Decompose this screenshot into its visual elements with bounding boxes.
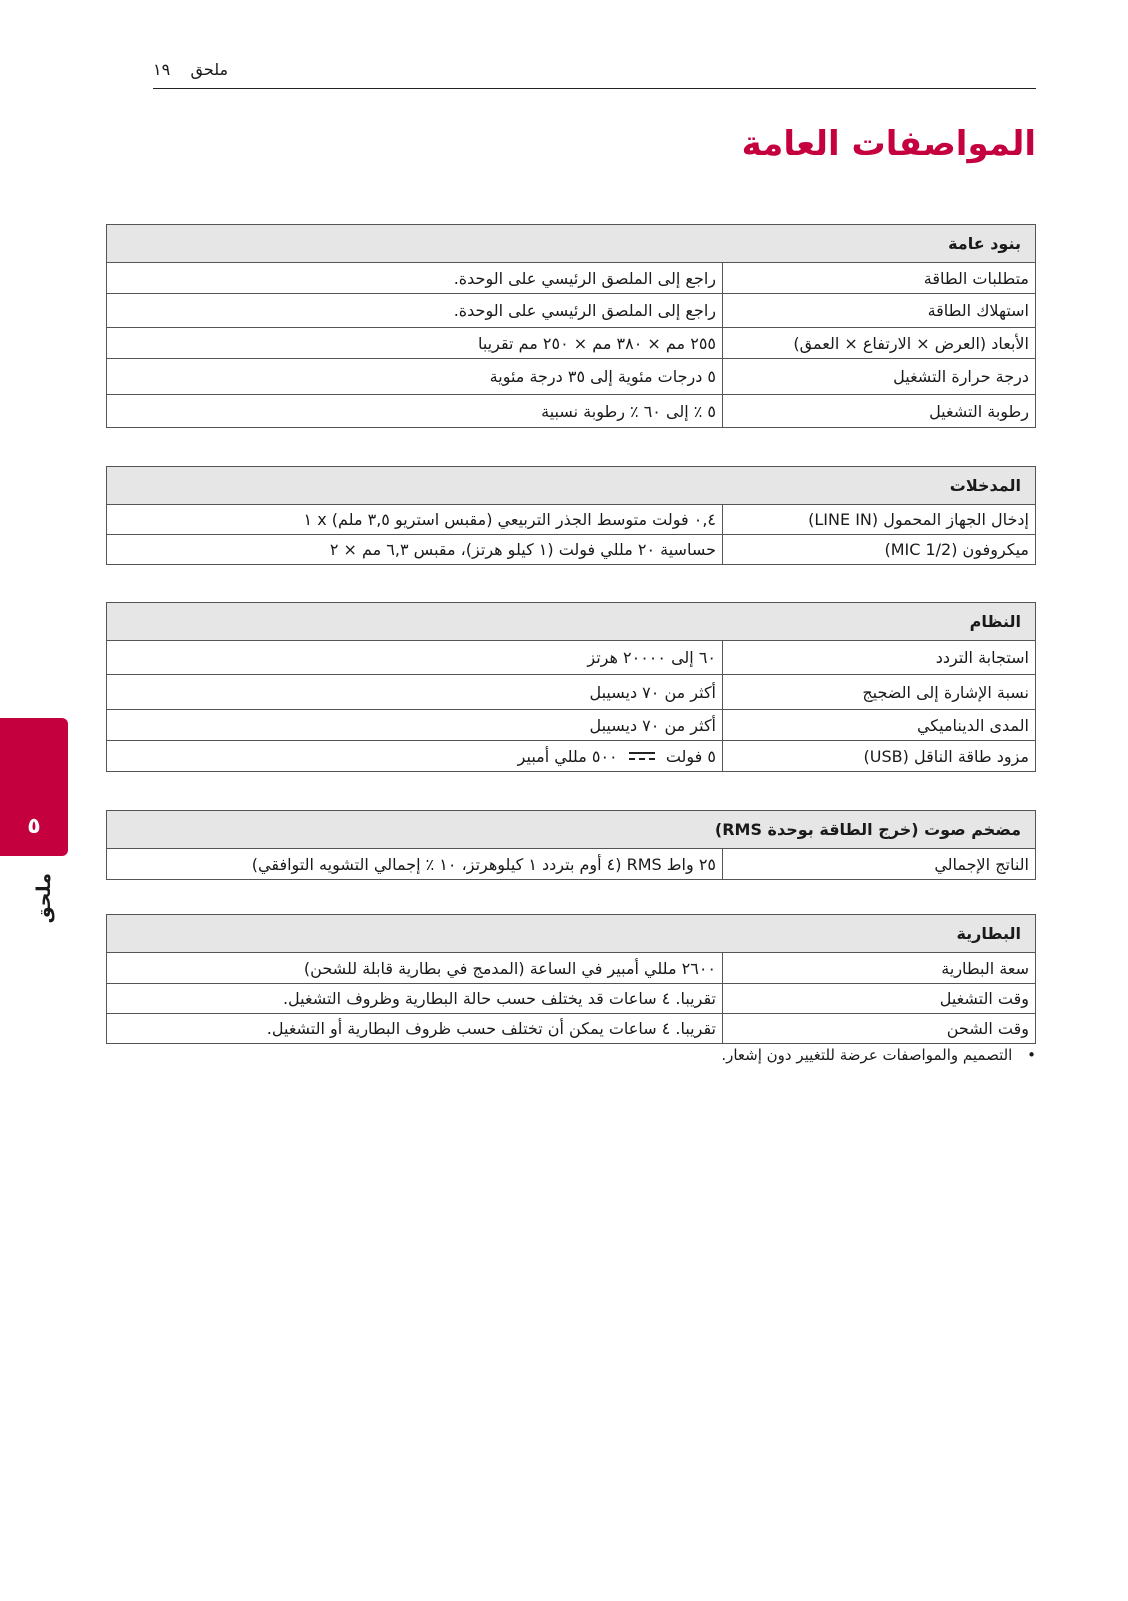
table-row <box>107 741 1036 772</box>
table-row <box>107 641 1036 675</box>
page-title: المواصفات العامة <box>741 124 1036 164</box>
spec-value <box>107 741 723 772</box>
spec-value: ٢٥ واط RMS (٤ أوم بتردد ١ كيلوهرتز، ١٠ ٪ إجمالي التشويه التوافقي) <box>107 849 723 880</box>
spec-key: استجابة التردد <box>723 641 1036 675</box>
spec-key: مزود طاقة الناقل (USB) <box>723 741 1036 772</box>
spec-key: رطوبة التشغيل <box>723 395 1036 428</box>
spec-key: وقت التشغيل <box>723 984 1036 1014</box>
section-title: مضخم صوت (خرج الطاقة بوحدة RMS) <box>107 811 1036 849</box>
amp-spec-table <box>106 810 1036 880</box>
table-row <box>107 849 1036 880</box>
spec-key: إدخال الجهاز المحمول (LINE IN) <box>723 505 1036 535</box>
header-page-number: ١٩ <box>153 60 171 79</box>
table-row <box>107 535 1036 565</box>
table-row <box>107 710 1036 741</box>
spec-value: راجع إلى الملصق الرئيسي على الوحدة. <box>107 294 723 328</box>
footnote <box>721 1046 1036 1064</box>
spec-value: أكثر من ٧٠ ديسيبل <box>107 710 723 741</box>
header-section: ملحق <box>190 60 229 79</box>
table-row <box>107 395 1036 428</box>
spec-key: استهلاك الطاقة <box>723 294 1036 328</box>
bullet-icon: • <box>1027 1046 1036 1064</box>
inputs-spec-table <box>106 466 1036 565</box>
spec-value: ٦٠ إلى ٢٠٠٠٠ هرتز <box>107 641 723 675</box>
chapter-label: ملحق <box>33 873 55 924</box>
spec-value: راجع إلى الملصق الرئيسي على الوحدة. <box>107 263 723 294</box>
spec-value: ٥ درجات مئوية إلى ٣٥ درجة مئوية <box>107 359 723 395</box>
header-section-page <box>153 60 228 79</box>
section-title: البطارية <box>107 915 1036 953</box>
general-spec-table <box>106 224 1036 428</box>
page-header <box>153 52 1036 89</box>
spec-value: تقريبا. ٤ ساعات يمكن أن تختلف حسب ظروف البطارية أو التشغيل. <box>107 1014 723 1044</box>
spec-key: سعة البطارية <box>723 953 1036 984</box>
table-row <box>107 984 1036 1014</box>
section-header <box>107 467 1036 505</box>
section-header <box>107 603 1036 641</box>
table-row <box>107 328 1036 359</box>
spec-value: ٥ ٪ إلى ٦٠ ٪ رطوبة نسبية <box>107 395 723 428</box>
section-header <box>107 225 1036 263</box>
section-title: المدخلات <box>107 467 1036 505</box>
spec-key: نسبة الإشارة إلى الضجيج <box>723 675 1036 710</box>
footnote-text: التصميم والمواصفات عرضة للتغيير دون إشعار. <box>721 1046 1013 1064</box>
chapter-tab <box>0 718 68 856</box>
spec-key: المدى الديناميكي <box>723 710 1036 741</box>
dc-symbol-icon <box>629 752 655 762</box>
battery-spec-table <box>106 914 1036 1044</box>
section-title: بنود عامة <box>107 225 1036 263</box>
usb-voltage: ٥ فولت <box>665 746 716 766</box>
chapter-number: ٥ <box>27 814 41 839</box>
spec-value: أكثر من ٧٠ ديسيبل <box>107 675 723 710</box>
spec-value: حساسية ٢٠ مللي فولت (١ كيلو هرتز)، مقبس ٦,٣ مم × ٢ <box>107 535 723 565</box>
section-header <box>107 915 1036 953</box>
spec-value: ٠,٤ فولت متوسط الجذر التربيعي (مقبس استريو ٣,٥ ملم) x ١ <box>107 505 723 535</box>
table-row <box>107 675 1036 710</box>
spec-key: متطلبات الطاقة <box>723 263 1036 294</box>
spec-value: ٢٥٥ مم × ٣٨٠ مم × ٢٥٠ مم تقريبا <box>107 328 723 359</box>
spec-value: ٢٦٠٠ مللي أمبير في الساعة (المدمج في بطارية قابلة للشحن) <box>107 953 723 984</box>
system-spec-table <box>106 602 1036 772</box>
spec-key: الناتج الإجمالي <box>723 849 1036 880</box>
table-row <box>107 359 1036 395</box>
table-row <box>107 263 1036 294</box>
spec-value: تقريبا. ٤ ساعات قد يختلف حسب حالة البطارية وظروف التشغيل. <box>107 984 723 1014</box>
spec-key: وقت الشحن <box>723 1014 1036 1044</box>
spec-key: الأبعاد (العرض × الارتفاع × العمق) <box>723 328 1036 359</box>
table-row <box>107 953 1036 984</box>
table-row <box>107 294 1036 328</box>
section-header <box>107 811 1036 849</box>
spec-key: ميكروفون (MIC 1/2) <box>723 535 1036 565</box>
table-row <box>107 1014 1036 1044</box>
table-row <box>107 505 1036 535</box>
usb-current: ٥٠٠ مللي أمبير <box>517 746 618 766</box>
spec-key: درجة حرارة التشغيل <box>723 359 1036 395</box>
section-title: النظام <box>107 603 1036 641</box>
